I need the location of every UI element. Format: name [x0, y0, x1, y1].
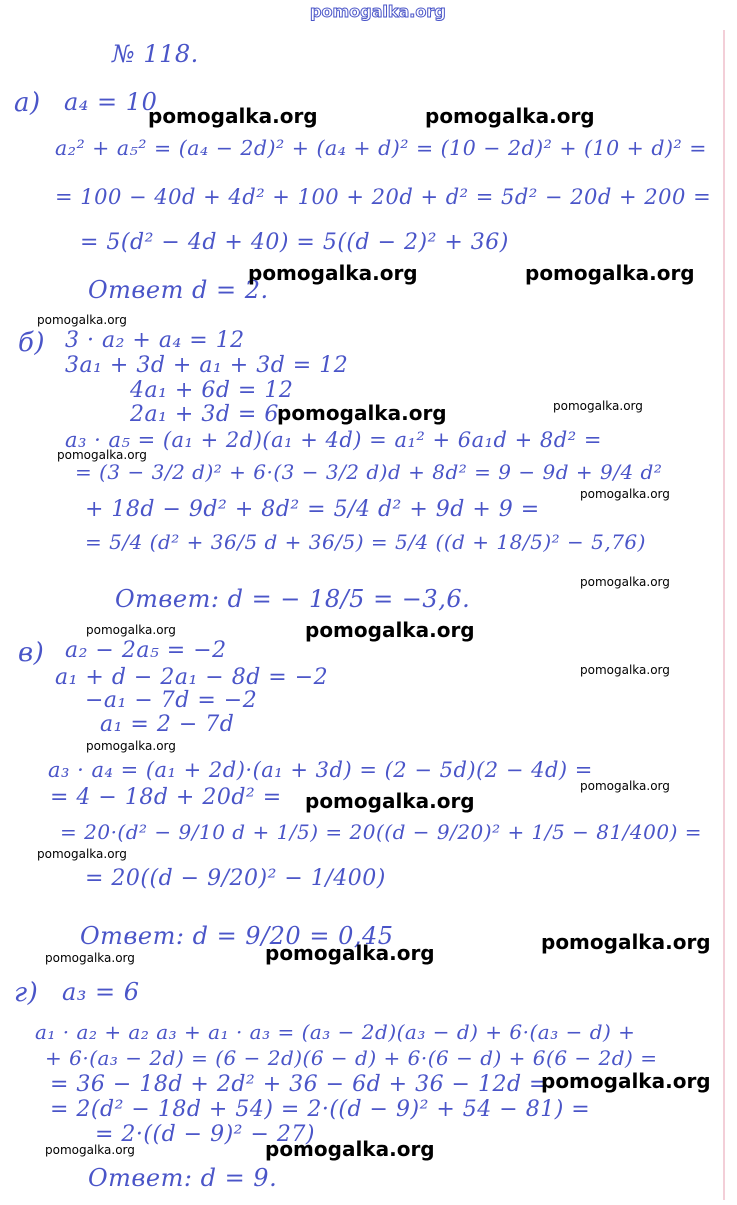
part-g-line-2: a₁ · a₂ + a₂ a₃ + a₁ · a₃ = (a₃ − 2d)(a₃ − d) + 6·(a₃ − d) + — [35, 1020, 636, 1044]
page-margin-line — [723, 30, 725, 1200]
part-b-line-4: 2a₁ + 3d = 6 — [130, 402, 279, 427]
watermark: pomogalka.org — [525, 261, 695, 285]
watermark: pomogalka.org — [86, 739, 176, 753]
part-b-line-6: = (3 − 3/2 d)² + 6·(3 − 3/2 d)d + 8d² = 9 − 9d + 9/4 d² — [75, 460, 663, 484]
part-v-label: в) — [18, 638, 45, 668]
watermark: pomogalka.org — [37, 847, 127, 861]
header-watermark: pomogalka.org — [310, 2, 446, 21]
problem-number: № 118. — [112, 40, 199, 68]
part-b-line-1: 3 · a₂ + a₄ = 12 — [65, 328, 245, 353]
part-g-line-6: = 2·((d − 9)² − 27) — [95, 1122, 315, 1147]
watermark: pomogalka.org — [57, 448, 147, 462]
watermark: pomogalka.org — [580, 487, 670, 501]
part-a-line-2: a₂² + a₅² = (a₄ − 2d)² + (a₄ + d)² = (10 − 2d)² + (10 + d)² = — [55, 136, 707, 160]
watermark: pomogalka.org — [541, 1069, 711, 1093]
part-b-line-5: a₃ · a₅ = (a₁ + 2d)(a₁ + 4d) = a₁² + 6a₁d + 8d² = — [65, 428, 602, 452]
part-b-line-7: + 18d − 9d² + 8d² = 5/4 d² + 9d + 9 = — [85, 497, 540, 522]
watermark: pomogalka.org — [541, 930, 711, 954]
watermark: pomogalka.org — [265, 941, 435, 965]
part-a-line-3: = 100 − 40d + 4d² + 100 + 20d + d² = 5d² − 20d + 200 = — [55, 185, 712, 209]
part-g-label: г) — [14, 978, 39, 1008]
watermark: pomogalka.org — [580, 779, 670, 793]
part-g-line-1: a₃ = 6 — [62, 978, 140, 1006]
watermark: pomogalka.org — [553, 399, 643, 413]
part-g-line-5: = 2(d² − 18d + 54) = 2·((d − 9)² + 54 − 81) = — [50, 1097, 591, 1122]
watermark: pomogalka.org — [305, 618, 475, 642]
watermark: pomogalka.org — [580, 575, 670, 589]
watermark: pomogalka.org — [45, 1143, 135, 1157]
part-v-line-1: a₂ − 2a₅ = −2 — [65, 638, 227, 663]
watermark: pomogalka.org — [580, 663, 670, 677]
watermark: pomogalka.org — [277, 401, 447, 425]
part-v-line-6: = 4 − 18d + 20d² = — [50, 785, 282, 810]
part-b-line-3: 4a₁ + 6d = 12 — [130, 378, 294, 403]
watermark: pomogalka.org — [265, 1137, 435, 1161]
part-a-line-4: = 5(d² − 4d + 40) = 5((d − 2)² + 36) — [80, 230, 509, 255]
part-b-answer: Ответ: d = − 18/5 = −3,6. — [115, 585, 471, 613]
part-g-line-4: = 36 − 18d + 2d² + 36 − 6d + 36 − 12d = — [50, 1072, 548, 1097]
part-v-line-7: = 20·(d² − 9/10 d + 1/5) = 20((d − 9/20)² + 1/5 − 81/400) = — [60, 820, 702, 844]
part-v-line-2: a₁ + d − 2a₁ − 8d = −2 — [55, 665, 329, 690]
part-b-line-2: 3a₁ + 3d + a₁ + 3d = 12 — [65, 353, 349, 378]
part-v-answer: Ответ: d = 9/20 = 0,45 — [80, 922, 394, 950]
part-v-line-4: a₁ = 2 − 7d — [100, 712, 235, 737]
part-v-line-3: −a₁ − 7d = −2 — [85, 688, 258, 713]
part-b-label: б) — [18, 328, 46, 358]
watermark: pomogalka.org — [248, 261, 418, 285]
watermark: pomogalka.org — [37, 313, 127, 327]
part-g-answer: Ответ: d = 9. — [88, 1164, 278, 1192]
part-a-answer: Ответ d = 2. — [88, 276, 269, 304]
part-v-line-8: = 20((d − 9/20)² − 1/400) — [85, 866, 386, 891]
watermark: pomogalka.org — [305, 789, 475, 813]
watermark: pomogalka.org — [425, 104, 595, 128]
part-v-line-5: a₃ · a₄ = (a₁ + 2d)·(a₁ + 3d) = (2 − 5d)(2 − 4d) = — [48, 758, 593, 782]
part-a-line-1: a₄ = 10 — [64, 88, 158, 116]
watermark: pomogalka.org — [148, 104, 318, 128]
part-g-line-3: + 6·(a₃ − 2d) = (6 − 2d)(6 − d) + 6·(6 − d) + 6(6 − 2d) = — [45, 1046, 658, 1070]
watermark: pomogalka.org — [45, 951, 135, 965]
part-b-line-8: = 5/4 (d² + 36/5 d + 36/5) = 5/4 ((d + 18/5)² − 5,76) — [85, 530, 646, 554]
part-a-label: а) — [14, 88, 41, 118]
watermark: pomogalka.org — [86, 623, 176, 637]
